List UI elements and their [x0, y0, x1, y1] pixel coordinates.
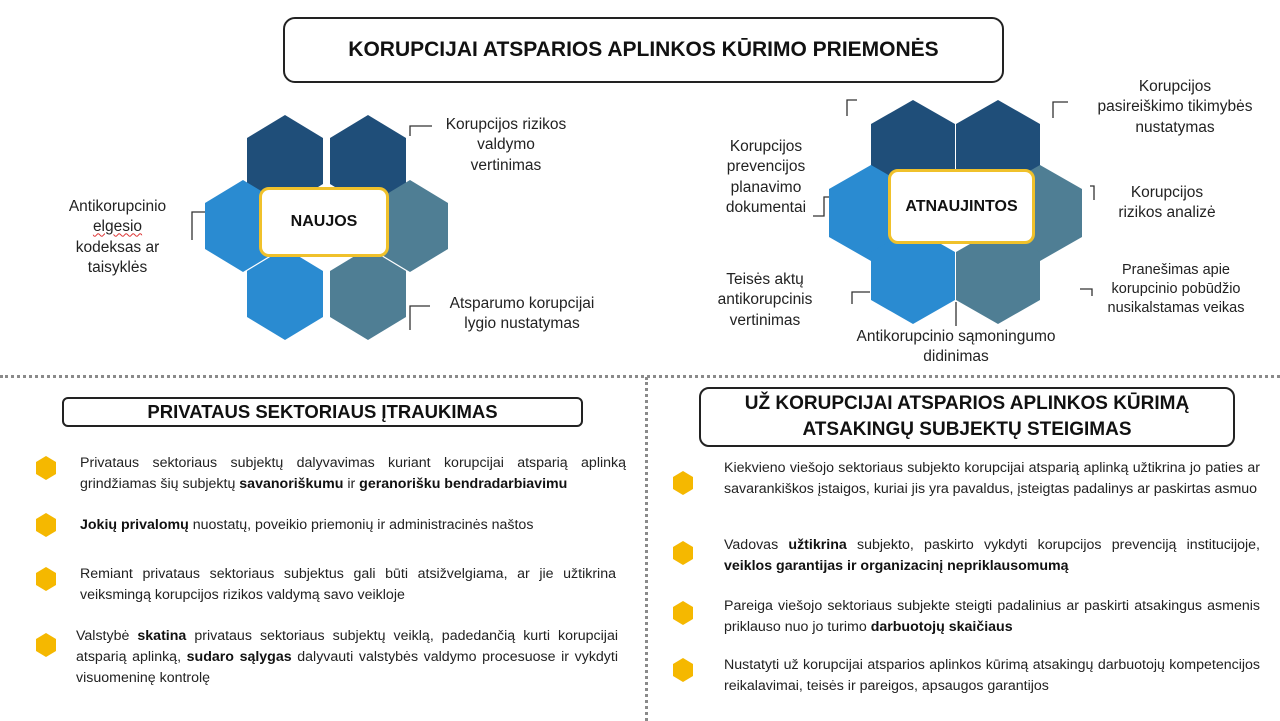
atn-label-right: Korupcijos rizikos analizė [1118, 184, 1216, 222]
responsible-bullet-2: Vadovas užtikrina subjekto, paskirto vykdyti korupcijos prevenciją institucijoje, veiklos garantijas ir organizacinį nepriklausomumą [724, 537, 1260, 574]
atn-label-bottom: Antikorupcinio sąmoningumo didinimas [856, 328, 1056, 366]
atn-label-top-right: Korupcijos pasireiškimo tikimybės nustatymas [1097, 78, 1253, 136]
responsible-bullet-1: Kiekvieno viešojo sektoriaus subjekto korupcijai atsparią aplinką užtikrina jo paties ar savarankiškos įstaigos, kuriai jis yra pavaldus, įsteigtas padalinys ar paskirtas asmuo [724, 460, 1260, 497]
naujos-label-top: Korupcijos rizikos valdymo vertinimas [445, 116, 567, 174]
private-sector-title: PRIVATAUS SEKTORIAUS ĮTRAUKIMAS [62, 397, 583, 427]
responsible-bullet-4: Nustatyti už korupcijai atsparios aplinkos kūrimą atsakingų darbuotojų kompetencijos reikalavimai, teisės ir pareigos, apsaugos garantijos [724, 657, 1260, 694]
vertical-divider [645, 377, 648, 721]
responsible-bullet-3: Pareiga viešojo sektoriaus subjekte steigti padalinius ar paskirti atsakingus asmenis priklauso nuo jo turimo darbuotojų skaičiaus [724, 598, 1260, 635]
atn-label-bottom-right: Pranešimas apie korupcinio pobūdžio nusikalstamas veikas [1107, 262, 1245, 317]
atn-label-left: Korupcijos prevencijos planavimo dokumentai [725, 138, 807, 217]
naujos-label-left: Antikorupcinio elgesio kodeksas ar taisyklės [68, 198, 167, 277]
main-title: KORUPCIJAI ATSPARIOS APLINKOS KŪRIMO PRIEMONĖS [283, 17, 1004, 83]
private-bullet-2: Jokių privalomų nuostatų, poveikio priemonių ir administracinės naštos [80, 517, 534, 533]
private-bullet-4: Valstybė skatina privataus sektoriaus subjektų veiklą, padedančią kurti korupcijai atsparią aplinką, sudaro sąlygas dalyvauti valstybės valdymo procesuose ir vykdyti visuomeninę kontrolę [76, 628, 618, 686]
horizontal-divider [0, 375, 1280, 378]
atnaujintos-center-label: ATNAUJINTOS [888, 169, 1035, 244]
naujos-center-label: NAUJOS [259, 187, 389, 257]
private-bullet-1: Privataus sektoriaus subjektų dalyvavimas kuriant korupcijai atsparią aplinką grindžiamas šių subjektų savanoriškumu ir geranorišku bendradarbiavimu [80, 455, 626, 492]
private-bullet-3: Remiant privataus sektoriaus subjektus gali būti atsižvelgiama, ar jie užtikrina veiksmingą korupcijos rizikos valdymą savo veikloje [80, 566, 616, 603]
responsible-entities-title: UŽ KORUPCIJAI ATSPARIOS APLINKOS KŪRIMĄ ATSAKINGŲ SUBJEKTŲ STEIGIMAS [699, 387, 1235, 447]
atn-label-bottom-left: Teisės aktų antikorupcinis vertinimas [717, 271, 813, 329]
naujos-label-bottom: Atsparumo korupcijai lygio nustatymas [449, 295, 595, 333]
